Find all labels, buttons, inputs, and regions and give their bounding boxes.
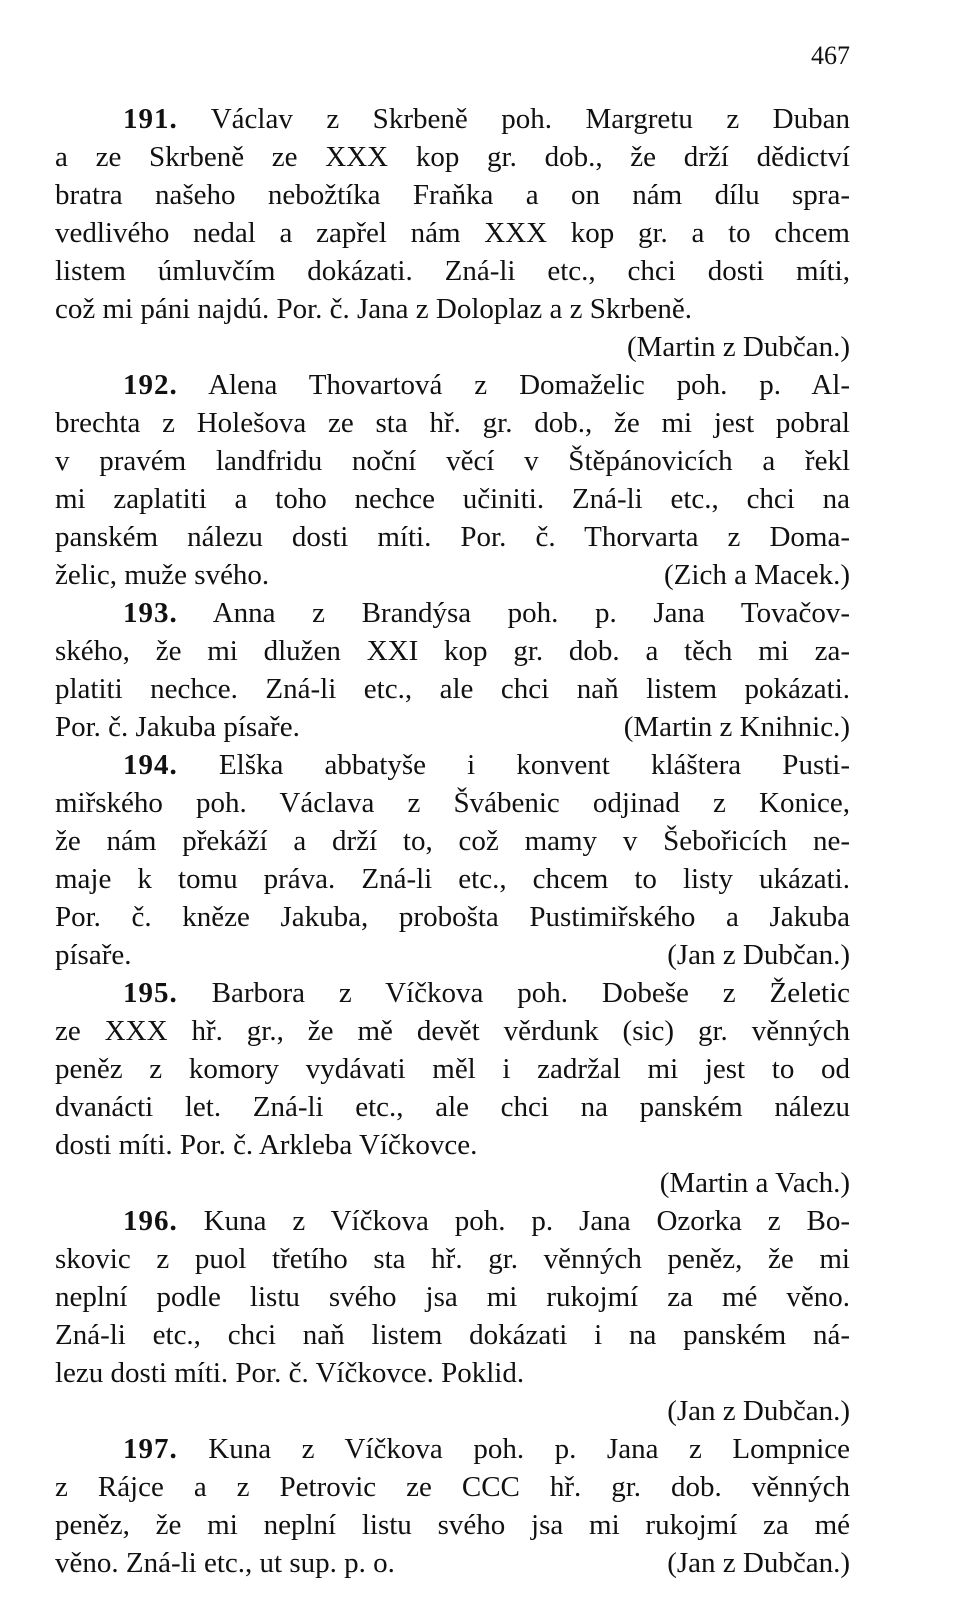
entry-text: ze XXX hř. gr., že mě devět věrdunk (sic) gr. věnných <box>55 1015 850 1047</box>
entry-line <box>55 1468 850 1506</box>
entry <box>55 100 850 366</box>
entry-judges-line <box>55 1164 850 1202</box>
entry-text: listem úmluvčím dokázati. Zná-li etc., chci dosti míti, <box>55 255 850 287</box>
entry-text: brechta z Holešova ze sta hř. gr. dob., že mi jest pobral <box>55 407 850 439</box>
entry-number: 195. <box>123 977 178 1009</box>
entry-line <box>55 1126 850 1164</box>
entry-line <box>55 176 850 214</box>
entry-text: skovic z puol třetího sta hř. gr. věnných peněz, že mi <box>55 1243 850 1275</box>
entry-number: 192. <box>123 369 178 401</box>
entry-line <box>55 1506 850 1544</box>
entry-judges-line <box>55 328 850 366</box>
entry-first-line <box>55 100 850 138</box>
entry-text: Por. č. Jakuba písaře. <box>55 711 300 743</box>
entry-closing-line <box>55 708 850 746</box>
entry-judges: (Martin z Dubčan.) <box>626 331 850 363</box>
entry-text: neplní podle listu svého jsa mi rukojmí za mé věno. <box>55 1281 850 1313</box>
entry-line <box>55 1278 850 1316</box>
entry-closing-line <box>55 936 850 974</box>
entry-text: želic, muže svého. <box>55 559 270 591</box>
entry-text: Por. č. kněze Jakuba, probošta Pustimiřského a Jakuba <box>55 901 850 933</box>
entry-line <box>55 898 850 936</box>
entry <box>55 1202 850 1430</box>
entry-text: a ze Skrbeně ze XXX kop gr. dob., že drží dědictví <box>55 141 850 173</box>
entry-text: panském nálezu dosti míti. Por. č. Thorvarta z Doma- <box>55 521 850 553</box>
entry-closing-line <box>55 1544 850 1582</box>
entry-judges: (Jan z Dubčan.) <box>667 1547 850 1579</box>
entry-line <box>55 518 850 556</box>
entry-line <box>55 1012 850 1050</box>
entry-text: Anna z Brandýsa poh. p. Jana Tovačov- <box>212 597 850 629</box>
entry-text: ského, že mi dlužen XXI kop gr. dob. a těch mi za- <box>55 635 850 667</box>
entry-line <box>55 404 850 442</box>
entry <box>55 594 850 746</box>
entry-line <box>55 784 850 822</box>
entry-line <box>55 670 850 708</box>
entry-text: dosti míti. Por. č. Arkleba Víčkovce. <box>55 1129 478 1161</box>
entry-text: bratra našeho nebožtíka Fraňka a on nám dílu spra- <box>55 179 850 211</box>
text-block <box>55 100 850 1582</box>
entry <box>55 1430 850 1582</box>
entry-text: mi zaplatiti a toho nechce učiniti. Zná-li etc., chci na <box>55 483 850 515</box>
entry-first-line <box>55 1430 850 1468</box>
entry-text: Kuna z Víčkova poh. p. Jana Ozorka z Bo- <box>203 1205 850 1237</box>
entry-first-line <box>55 1202 850 1240</box>
entry-first-line <box>55 366 850 404</box>
entry-line <box>55 290 850 328</box>
entry-text: což mi páni najdú. Por. č. Jana z Doloplaz a z Skrbeně. <box>55 293 692 325</box>
entry <box>55 746 850 974</box>
entry-line <box>55 1316 850 1354</box>
entry-text: lezu dosti míti. Por. č. Víčkovce. Poklid. <box>55 1357 525 1389</box>
entry-line <box>55 1240 850 1278</box>
entry-text: vedlivého nedal a zapřel nám XXX kop gr. a to chcem <box>55 217 850 249</box>
entry-text: peněz, že mi neplní listu svého jsa mi rukojmí za mé <box>55 1509 850 1541</box>
entry-first-line <box>55 594 850 632</box>
entry-number: 197. <box>123 1433 178 1465</box>
entry-judges: (Zich a Macek.) <box>664 559 850 591</box>
entry-judges: (Martin a Vach.) <box>659 1167 850 1199</box>
entry-text: v pravém landfridu noční věcí v Štěpánovicích a řekl <box>55 445 850 477</box>
entry <box>55 974 850 1202</box>
entry-closing-line <box>55 556 850 594</box>
entry-number: 196. <box>123 1205 178 1237</box>
entry-text: Alena Thovartová z Domaželic poh. p. Al- <box>208 369 851 401</box>
entry-line <box>55 1050 850 1088</box>
entry-text: písaře. <box>55 939 132 971</box>
entry-first-line <box>55 974 850 1012</box>
entry-line <box>55 1088 850 1126</box>
entry-line <box>55 480 850 518</box>
entry-text: Zná-li etc., chci naň listem dokázati i na panském ná- <box>55 1319 850 1351</box>
entry-line <box>55 860 850 898</box>
entry-number: 194. <box>123 749 178 781</box>
entry-line <box>55 1354 850 1392</box>
entry-text: Václav z Skrbeně poh. Margretu z Duban <box>210 103 850 135</box>
entry-text: miřského poh. Václava z Švábenic odjinad z Konice, <box>55 787 850 819</box>
entry-line <box>55 822 850 860</box>
entry-line <box>55 214 850 252</box>
entry-text: Barbora z Víčkova poh. Dobeše z Želetic <box>211 977 851 1009</box>
entry-text: věno. Zná-li etc., ut sup. p. o. <box>55 1547 395 1579</box>
entry-first-line <box>55 746 850 784</box>
entry-judges: (Martin z Knihnic.) <box>623 711 850 743</box>
entry-text: Kuna z Víčkova poh. p. Jana z Lompnice <box>208 1433 850 1465</box>
entry-line <box>55 252 850 290</box>
entry-judges-line <box>55 1392 850 1430</box>
entry-line <box>55 442 850 480</box>
entry-text: platiti nechce. Zná-li etc., ale chci naň listem pokázati. <box>55 673 850 705</box>
entry-line <box>55 138 850 176</box>
entry-judges: (Jan z Dubčan.) <box>667 939 850 971</box>
entry-text: že nám překáží a drží to, což mamy v Šebořicích ne- <box>55 825 850 857</box>
entry-text: maje k tomu práva. Zná-li etc., chcem to listy ukázati. <box>55 863 850 895</box>
entry-text: dvanácti let. Zná-li etc., ale chci na panském nálezu <box>55 1091 850 1123</box>
entry-text: peněz z komory vydávati měl i zadržal mi jest to od <box>55 1053 850 1085</box>
entry <box>55 366 850 594</box>
entry-number: 193. <box>123 597 178 629</box>
entry-judges: (Jan z Dubčan.) <box>667 1395 850 1427</box>
entry-text: z Rájce a z Petrovic ze CCC hř. gr. dob. věnných <box>55 1471 850 1503</box>
entry-text: Elška abbatyše i konvent kláštera Pusti- <box>218 749 850 781</box>
page-number: 467 <box>811 41 850 70</box>
entry-line <box>55 632 850 670</box>
entry-number: 191. <box>123 103 178 135</box>
